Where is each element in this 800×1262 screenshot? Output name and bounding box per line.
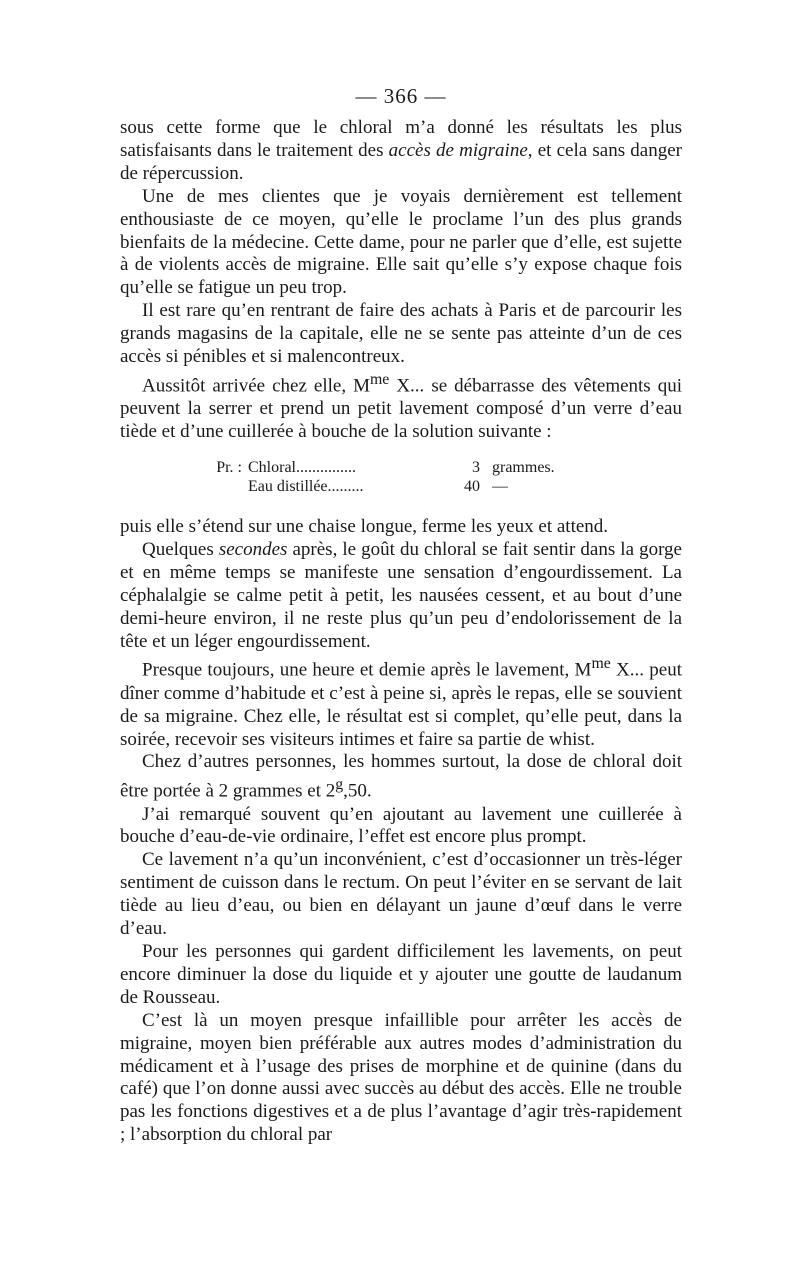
- paragraph-5: puis elle s’étend sur une chaise longue, ferme les yeux et attend.: [120, 516, 609, 538]
- paragraph-7: Presque toujours, une heure et demie après le lavement, $M^{me}$ X... peut dîner comme d’habitude et c’est à peine si, après le repas, elle se souvient de sa migraine. Chez elle, le résultat est si complet, qu’elle peut, dans la soirée, recevoir ses visiteurs intimes et faire sa partie de whist.: [120, 655, 682, 750]
- ingredient-unit: —: [492, 478, 508, 496]
- prescription-prefix: Pr. :: [216, 459, 242, 477]
- paragraph-12: C’est là un moyen presque infaillible pour arrêter les accès de migraine, moyen bien préférable aux autres modes d’administration du médicament et à l’usage des prises de morphine et de quinine (dans du café) que l’on donne aussi avec succès au début des accès. Elle ne trouble pas les fonctions digestives et a de plus l’avantage d’agir très-rapidement ; l’absorption du chloral par: [120, 1009, 682, 1146]
- page-number: — 366 —: [355, 84, 447, 108]
- paragraph-3: Il est rare qu’en rentrant de faire des achats à Paris et de parcourir les grands magasins de la capitale, elle ne se sente pas atteinte d’un de ces accès si pénibles et si malencontreux.: [120, 300, 682, 368]
- paragraph-8: Chez d’autres personnes, les hommes surtout, la dose de chloral doit être portée à 2 grammes et 2$^g$,50.: [120, 751, 682, 802]
- ingredient-quantity: 40: [464, 478, 480, 496]
- prescription-row: [120, 477, 682, 496]
- paragraph-4: Aussitôt arrivée chez elle, $M^{me}$ X... se débarrasse des vêtements qui peuvent la serrer et prend un petit lavement composé d’un verre d’eau tiède et d’une cuillerée à bouche de la solution suivante :: [120, 370, 682, 443]
- paragraph-9: J’ai remarqué souvent qu’en ajoutant au lavement une cuillerée à bouche d’eau-de-vie ordinaire, l’effet est encore plus prompt.: [120, 803, 682, 848]
- prescription: [120, 458, 682, 496]
- paragraph-6: Quelques secondes après, le goût du chloral se fait sentir dans la gorge et en même temps se manifeste une sensation d’engourdissement. La céphalalgie se calme petit à petit, les nausées cessent, et au bout d’une demi-heure environ, il ne reste plus qu’un peu d’endolorissement de la tête et un léger engourdissement.: [120, 538, 682, 652]
- paragraph-11: Pour les personnes qui gardent difficilement les lavements, on peut encore diminuer la dose du liquide et y ajouter une goutte de laudanum de Rousseau.: [120, 940, 682, 1008]
- ingredient-unit: grammes.: [492, 459, 555, 477]
- ingredient-name: Chloral...............: [248, 459, 356, 477]
- prescription-row: [120, 458, 682, 477]
- ingredient-name: Eau distillée.........: [248, 478, 364, 496]
- paragraph-1: sous cette forme que le chloral m’a donné les résultats les plus satisfaisants dans le traitement des accès de migraine, et cela sans danger de répercussion.: [120, 117, 682, 184]
- paragraph-10: Ce lavement n’a qu’un inconvénient, c’est d’occasionner un très-léger sentiment de cuisson dans le rectum. On peut l’éviter en se servant de lait tiède au lieu d’eau, ou bien en délayant un jaune d’œuf dans le verre d’eau.: [120, 849, 682, 940]
- paragraph-2: Une de mes clientes que je voyais dernièrement est tellement enthousiaste de ce moyen, qu’elle le proclame l’un des plus grands bienfaits de la médecine. Cette dame, pour ne parler que d’elle, est sujette à de violents accès de migraine. Elle sait qu’elle s’y expose chaque fois qu’elle se fatigue un peu trop.: [120, 185, 682, 299]
- book-page: [120, 84, 682, 1147]
- ingredient-quantity: 3: [472, 459, 480, 477]
